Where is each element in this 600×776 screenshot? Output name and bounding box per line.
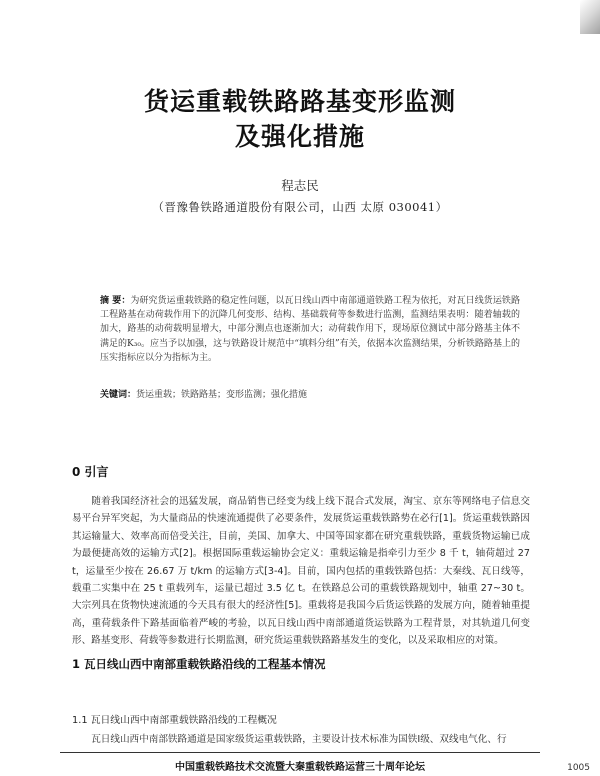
paper-title-line1: 货运重载铁路路基变形监测 — [143, 87, 456, 116]
paper-title-line2: 及强化措施 — [234, 122, 365, 151]
subsection-1-1-paragraph: 瓦日线山西中南部铁路通道是国家级货运重载铁路，主要设计技术标准为国铁Ⅰ级、双线电气化、行 — [91, 734, 507, 745]
footer-conference-title: 中国重载铁路技术交流暨大秦重载铁路运营三十周年论坛 — [175, 762, 425, 773]
author-affiliation: （晋豫鲁铁路通道股份有限公司，山西 太原 030041） — [152, 200, 448, 214]
abstract — [100, 294, 520, 365]
keywords — [100, 387, 520, 400]
subsection-heading-1-1: 1.1 瓦日线山西中南部重载铁路沿线的工程概况 — [72, 715, 277, 726]
section-heading-1: 1 瓦日线山西中南部重载铁路沿线的工程基本情况 — [72, 657, 326, 671]
author-name: 程志民 — [281, 178, 319, 193]
page-number: 1005 — [567, 763, 590, 773]
abstract-text: 为研究货运重载铁路的稳定性问题，以瓦日线山西中南部通道铁路工程为依托，对瓦日线货运铁路工程路基在动荷载作用下的沉降几何变形、结构、基础载荷等参数进行监测，监测结果表明：随着轴载的加大，路基的动荷载明显增大，中部分测点也逐渐加大；动荷载作用下，现场原位测试中部分路基主体不满足的K₃₀。应当予以加强，这与铁路设计规范中“填料分组”有关，依据本次监测结果，分析铁路路基上的压实指标应以分为指标为主。 — [100, 296, 520, 363]
footer-divider — [60, 752, 540, 753]
introduction-paragraph: 随着我国经济社会的迅猛发展，商品销售已经变为线上线下混合式发展，淘宝、京东等网络电子信息交易平台异军突起，为大量商品的快速流通提供了必要条件，发展货运重载铁路势在必行[1]。货运重载铁路因其运输量大、效率高而倍受关注，目前，美国、加拿大、中国等国家都在研究重载铁路，重载货物运输已成为最便捷高效的运输方式[2]。根据国际重载运输协会定义：重载运输是指牵引力至少 8 千 t，轴荷超过 27 t，运量至少按在 26.67 万 t/km 的运输方式[3-4]。目前，国内包括的重载铁路包括：大秦线、瓦日线等，载重二实集中在 25 t 重载列车，运量已超过 3.5 亿 t。在铁路总公司的重载铁路规划中，轴重 27~30 t。大宗列具在货物快速流通的今天具有很大的经济性[5]。重载将是我国今后货运铁路的发展方向，随着轴重提高，重荷载条件下路基面临着严峻的考验，以瓦日线山西中南部通道货运铁路为工程背景，对其轨道几何变形、路基变形、荷载等参数进行长期监测，研究货运重载铁路路基发生的变化，以及采取相应的对策。 — [72, 496, 530, 647]
keywords-label: 关键词： — [100, 390, 137, 400]
keywords-text: 货运重载；铁路路基；变形监测；强化措施 — [136, 390, 308, 400]
scan-artifact — [580, 0, 600, 34]
section-heading-introduction: 0 引言 — [72, 465, 109, 479]
abstract-label: 摘 要： — [100, 296, 131, 306]
